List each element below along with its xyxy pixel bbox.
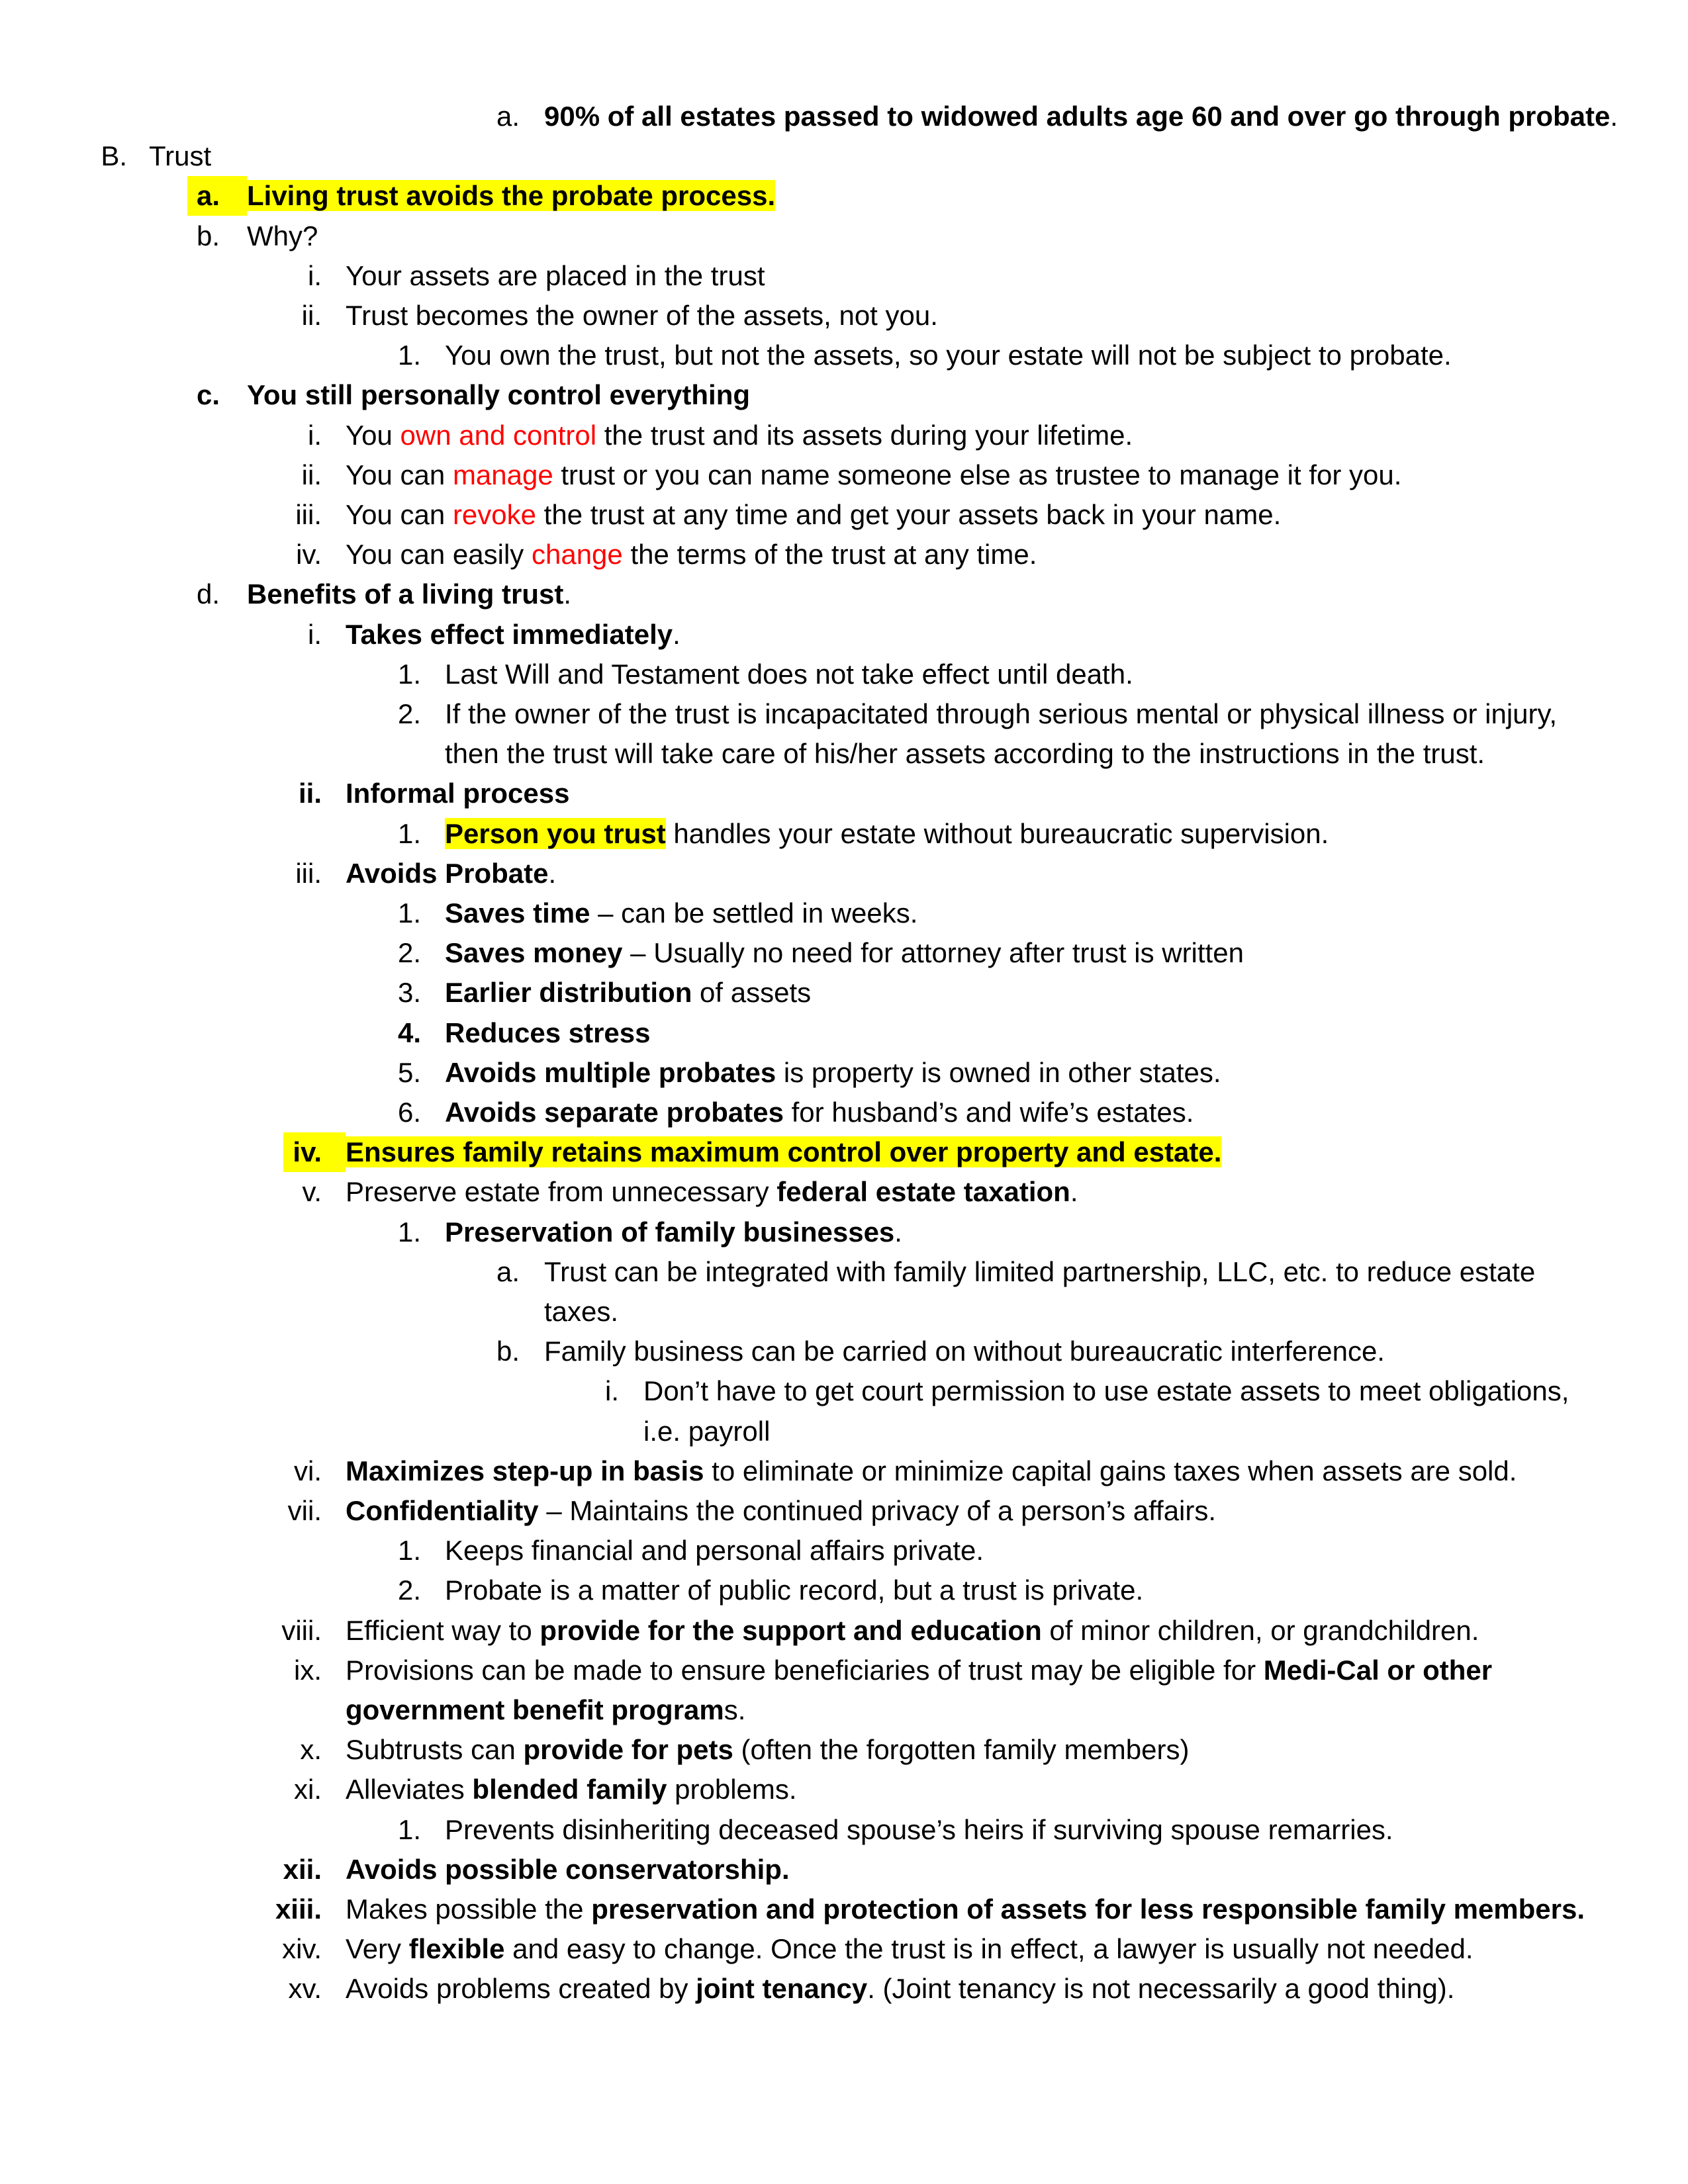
text-run: Why?: [247, 220, 318, 251]
outline-line: [0, 774, 1688, 813]
line-text: [346, 1929, 1474, 1969]
line-text: [445, 1013, 651, 1053]
text-run: Saves money: [445, 937, 623, 968]
outline-line: [0, 1531, 1688, 1570]
text-run: Avoids possible conservatorship.: [346, 1854, 790, 1885]
outline-line: [0, 655, 1688, 694]
outline-line: [0, 336, 1688, 375]
line-text: [346, 455, 1401, 495]
text-run: Subtrusts can: [346, 1734, 524, 1765]
list-marker: ii.: [301, 459, 322, 490]
line-text: [445, 734, 1485, 774]
text-run: If the owner of the trust is incapacitated through serious mental or physical illness or injury,: [445, 698, 1558, 729]
outline-line: [0, 1252, 1688, 1292]
outline-line: [0, 1889, 1688, 1929]
line-text: [346, 1651, 1492, 1690]
outline-line: [0, 1969, 1688, 2009]
text-run: .: [1610, 101, 1618, 132]
text-run: Efficient way to: [346, 1615, 540, 1646]
list-marker: xiv.: [282, 1933, 322, 1964]
line-text: [346, 256, 765, 296]
text-run: . (Joint tenancy is not necessarily a good thing).: [867, 1973, 1455, 2004]
text-run: Maximizes step-up in basis: [346, 1455, 704, 1486]
text-run: Earlier distribution: [445, 977, 692, 1008]
outline-line: [0, 1850, 1688, 1889]
outline-line: [0, 1810, 1688, 1850]
text-run: Your assets are placed in the trust: [346, 260, 765, 291]
list-marker: iii.: [295, 499, 322, 530]
list-marker: 2.: [397, 698, 421, 729]
text-run: the trust at any time and get your assets back in your name.: [536, 499, 1282, 530]
list-marker: b.: [196, 220, 220, 251]
outline-line: [0, 1690, 1688, 1730]
list-marker: 1.: [397, 1216, 421, 1248]
text-run: Benefits of a living trust: [247, 578, 564, 610]
line-text: [643, 1412, 770, 1451]
text-run: to eliminate or minimize capital gains taxes when assets are sold.: [704, 1455, 1517, 1486]
line-text: [445, 1570, 1143, 1610]
text-run: Avoids multiple probates: [445, 1057, 776, 1088]
line-text: [247, 375, 750, 415]
line-text: [544, 1292, 618, 1332]
text-run: for husband’s and wife’s estates.: [783, 1097, 1194, 1128]
list-marker: d.: [196, 578, 220, 610]
line-text: [544, 97, 1618, 136]
text-run: trust or you can name someone else as trustee to manage it for you.: [553, 459, 1402, 490]
line-text: [445, 694, 1557, 734]
list-marker: a.: [496, 101, 520, 132]
text-run: Makes possible the: [346, 1893, 592, 1925]
text-run: .: [673, 619, 680, 650]
line-text: [346, 416, 1133, 455]
outline-line: [0, 1491, 1688, 1531]
line-text: [247, 216, 318, 256]
line-text: [346, 1491, 1216, 1531]
line-text: [346, 535, 1037, 574]
text-run: then the trust will take care of his/her assets according to the instructions in the trust.: [445, 738, 1485, 769]
list-marker: 5.: [397, 1057, 421, 1088]
list-marker: B.: [101, 140, 127, 171]
outline-line: [0, 296, 1688, 336]
list-marker: 4.: [397, 1017, 421, 1048]
outline-line: [0, 495, 1688, 535]
text-run: Avoids problems created by: [346, 1973, 696, 2004]
emphasis-text: revoke: [452, 499, 536, 530]
text-run: problems.: [667, 1774, 797, 1805]
text-run: Trust can be integrated with family limited partnership, LLC, etc. to reduce estate: [544, 1256, 1536, 1287]
list-marker: iii.: [295, 858, 322, 889]
text-run: Probate is a matter of public record, but a trust is private.: [445, 1574, 1144, 1606]
line-text: [346, 1611, 1479, 1651]
line-text: [445, 1212, 902, 1252]
line-text: [346, 1770, 797, 1809]
outline-line: [0, 1332, 1688, 1371]
line-text: [346, 774, 569, 813]
outline-line: [0, 694, 1688, 734]
text-run: taxes.: [544, 1296, 619, 1327]
list-marker: x.: [300, 1734, 322, 1765]
line-text: [445, 973, 811, 1013]
line-text: [445, 1810, 1393, 1850]
outline-line: [0, 1730, 1688, 1770]
outline-line: [0, 176, 1688, 216]
line-text: [247, 574, 571, 614]
list-marker: c.: [196, 379, 220, 410]
text-run: Preserve estate from unnecessary: [346, 1176, 777, 1207]
line-text: [445, 893, 917, 933]
text-run: You own the trust, but not the assets, so your estate will not be subject to probate.: [445, 340, 1452, 371]
text-run: You can: [346, 499, 453, 530]
list-marker: 2.: [397, 937, 421, 968]
outline-line: [0, 893, 1688, 933]
outline-line: [0, 973, 1688, 1013]
text-run: Saves time: [445, 897, 590, 929]
outline-line: [0, 1611, 1688, 1651]
line-text: [445, 336, 1452, 375]
text-run: Trust becomes the owner of the assets, not you.: [346, 300, 938, 331]
list-marker: a.: [187, 176, 247, 216]
outline-line: [0, 1929, 1688, 1969]
text-run: Preservation of family businesses: [445, 1216, 895, 1248]
text-run: .: [894, 1216, 902, 1248]
text-run: Keeps financial and personal affairs private.: [445, 1535, 984, 1566]
list-marker: xii.: [283, 1854, 322, 1885]
line-text: [544, 1332, 1385, 1371]
list-marker: i.: [308, 619, 322, 650]
outline-line: [0, 615, 1688, 655]
text-run: Avoids separate probates: [445, 1097, 784, 1128]
line-text: [346, 854, 556, 893]
text-run: Confidentiality: [346, 1495, 539, 1526]
text-run: provide for pets: [523, 1734, 733, 1765]
text-run: flexible: [408, 1933, 505, 1964]
outline-line: [0, 535, 1688, 574]
text-run: preservation and protection of assets for less responsible family members.: [591, 1893, 1585, 1925]
list-marker: v.: [302, 1176, 322, 1207]
outline-line: [0, 1212, 1688, 1252]
text-run: Prevents disinheriting deceased spouse’s heirs if surviving spouse remarries.: [445, 1814, 1393, 1845]
text-run: – Usually no need for attorney after trust is written: [622, 937, 1244, 968]
list-marker: 1.: [397, 1814, 421, 1845]
line-text: [445, 1093, 1194, 1132]
line-text: [247, 176, 775, 216]
outline-line: [0, 814, 1688, 854]
outline-line: [0, 854, 1688, 893]
line-text: [544, 1252, 1535, 1292]
line-text: [445, 1053, 1221, 1093]
text-run: blended family: [472, 1774, 667, 1805]
text-run: Avoids Probate: [346, 858, 549, 889]
list-marker: i.: [308, 420, 322, 451]
line-text: [346, 1969, 1454, 2009]
line-text: [346, 1132, 1221, 1172]
text-run: s.: [724, 1694, 746, 1725]
text-run: You can: [346, 459, 453, 490]
text-run: government benefit program: [346, 1694, 724, 1725]
line-text: [346, 1690, 745, 1730]
outline-line: [0, 416, 1688, 455]
text-run: Trust: [149, 140, 212, 171]
text-run: – can be settled in weeks.: [590, 897, 918, 929]
outline-line: [0, 1570, 1688, 1610]
line-text: [346, 615, 680, 655]
line-text: [445, 933, 1244, 973]
text-run: .: [1070, 1176, 1078, 1207]
outline-line: [0, 97, 1688, 136]
outline-line: [0, 933, 1688, 973]
list-marker: 1.: [397, 897, 421, 929]
line-text: [149, 136, 211, 176]
outline-line: [0, 734, 1688, 774]
text-run: .: [548, 858, 557, 889]
outline-line: [0, 1651, 1688, 1690]
text-run: and easy to change. Once the trust is in effect, a lawyer is usually not needed.: [504, 1933, 1474, 1964]
list-marker: b.: [496, 1336, 520, 1367]
line-text: [445, 814, 1329, 854]
line-text: [346, 1850, 790, 1889]
list-marker: 3.: [397, 977, 421, 1008]
outline-line: [0, 375, 1688, 415]
list-marker: xi.: [294, 1774, 322, 1805]
text-run: is property is owned in other states.: [776, 1057, 1221, 1088]
list-marker: viii.: [281, 1615, 322, 1646]
outline-line: [0, 216, 1688, 256]
outline-line: [0, 1013, 1688, 1053]
text-run: i.e. payroll: [643, 1416, 771, 1447]
outline-line: [0, 1371, 1688, 1411]
outline-line: [0, 574, 1688, 614]
line-text: [346, 1172, 1078, 1212]
list-marker: 2.: [397, 1574, 421, 1606]
text-run: Provisions can be made to ensure beneficiaries of trust may be eligible for: [346, 1655, 1264, 1686]
text-run: of minor children, or grandchildren.: [1041, 1615, 1479, 1646]
text-run: handles your estate without bureaucratic supervision.: [665, 818, 1329, 849]
list-marker: xv.: [288, 1973, 322, 2004]
outline-line: [0, 1053, 1688, 1093]
outline-line: [0, 1132, 1688, 1172]
text-run: Alleviates: [346, 1774, 473, 1805]
list-marker: vi.: [294, 1455, 322, 1486]
list-marker: i.: [308, 260, 322, 291]
list-marker: 6.: [397, 1097, 421, 1128]
text-run: .: [563, 578, 572, 610]
outline-line: [0, 256, 1688, 296]
list-marker: xiii.: [275, 1893, 322, 1925]
line-text: [445, 1531, 984, 1570]
text-run: – Maintains the continued privacy of a person’s affairs.: [538, 1495, 1217, 1526]
line-text: [346, 1730, 1189, 1770]
text-run: joint tenancy: [696, 1973, 868, 2004]
line-text: [346, 495, 1281, 535]
text-run: Reduces stress: [445, 1017, 651, 1048]
outline-line: [0, 1093, 1688, 1132]
text-run: You: [346, 420, 400, 451]
line-text: [346, 1451, 1517, 1491]
text-run: Takes effect immediately: [346, 619, 673, 650]
text-run: Don’t have to get court permission to use estate assets to meet obligations,: [643, 1375, 1570, 1406]
list-marker: vii.: [287, 1495, 322, 1526]
list-marker: 1.: [397, 659, 421, 690]
emphasis-text: manage: [452, 459, 553, 490]
highlighted-text: Living trust avoids the probate process.: [247, 180, 776, 211]
outline-line: [0, 1770, 1688, 1809]
list-marker: iv.: [296, 539, 322, 570]
list-marker: ix.: [294, 1655, 322, 1686]
text-run: (often the forgotten family members): [733, 1734, 1190, 1765]
text-run: Last Will and Testament does not take effect until death.: [445, 659, 1133, 690]
text-run: provide for the support and education: [539, 1615, 1042, 1646]
outline-line: [0, 1451, 1688, 1491]
text-run: You still personally control everything: [247, 379, 751, 410]
text-run: of assets: [692, 977, 812, 1008]
line-text: [445, 655, 1133, 694]
list-marker: a.: [496, 1256, 520, 1287]
text-run: Informal process: [346, 778, 570, 809]
text-run: the terms of the trust at any time.: [622, 539, 1037, 570]
list-marker: ii.: [301, 300, 322, 331]
emphasis-text: change: [531, 539, 623, 570]
list-marker: iv.: [283, 1132, 346, 1172]
line-text: [346, 1889, 1585, 1929]
highlighted-text: Person you trust: [445, 818, 666, 849]
text-run: the trust and its assets during your lifetime.: [596, 420, 1133, 451]
text-run: Medi-Cal or other: [1263, 1655, 1493, 1686]
highlighted-text: Ensures family retains maximum control over property and estate.: [346, 1136, 1222, 1167]
text-run: Very: [346, 1933, 409, 1964]
outline-line: [0, 455, 1688, 495]
text-run: federal estate taxation: [776, 1176, 1070, 1207]
text-run: You can easily: [346, 539, 532, 570]
outline-line: [0, 1412, 1688, 1451]
list-marker: i.: [605, 1375, 619, 1406]
line-text: [346, 296, 938, 336]
emphasis-text: own and control: [400, 420, 597, 451]
list-marker: ii.: [298, 778, 322, 809]
line-text: [643, 1371, 1569, 1411]
list-marker: 1.: [397, 1535, 421, 1566]
list-marker: 1.: [397, 340, 421, 371]
list-marker: 1.: [397, 818, 421, 849]
outline-line: [0, 1292, 1688, 1332]
outline-line: [0, 136, 1688, 176]
text-run: Family business can be carried on without bureaucratic interference.: [544, 1336, 1385, 1367]
outline-line: [0, 1172, 1688, 1212]
text-run: 90% of all estates passed to widowed adults age 60 and over go through probate: [544, 101, 1611, 132]
